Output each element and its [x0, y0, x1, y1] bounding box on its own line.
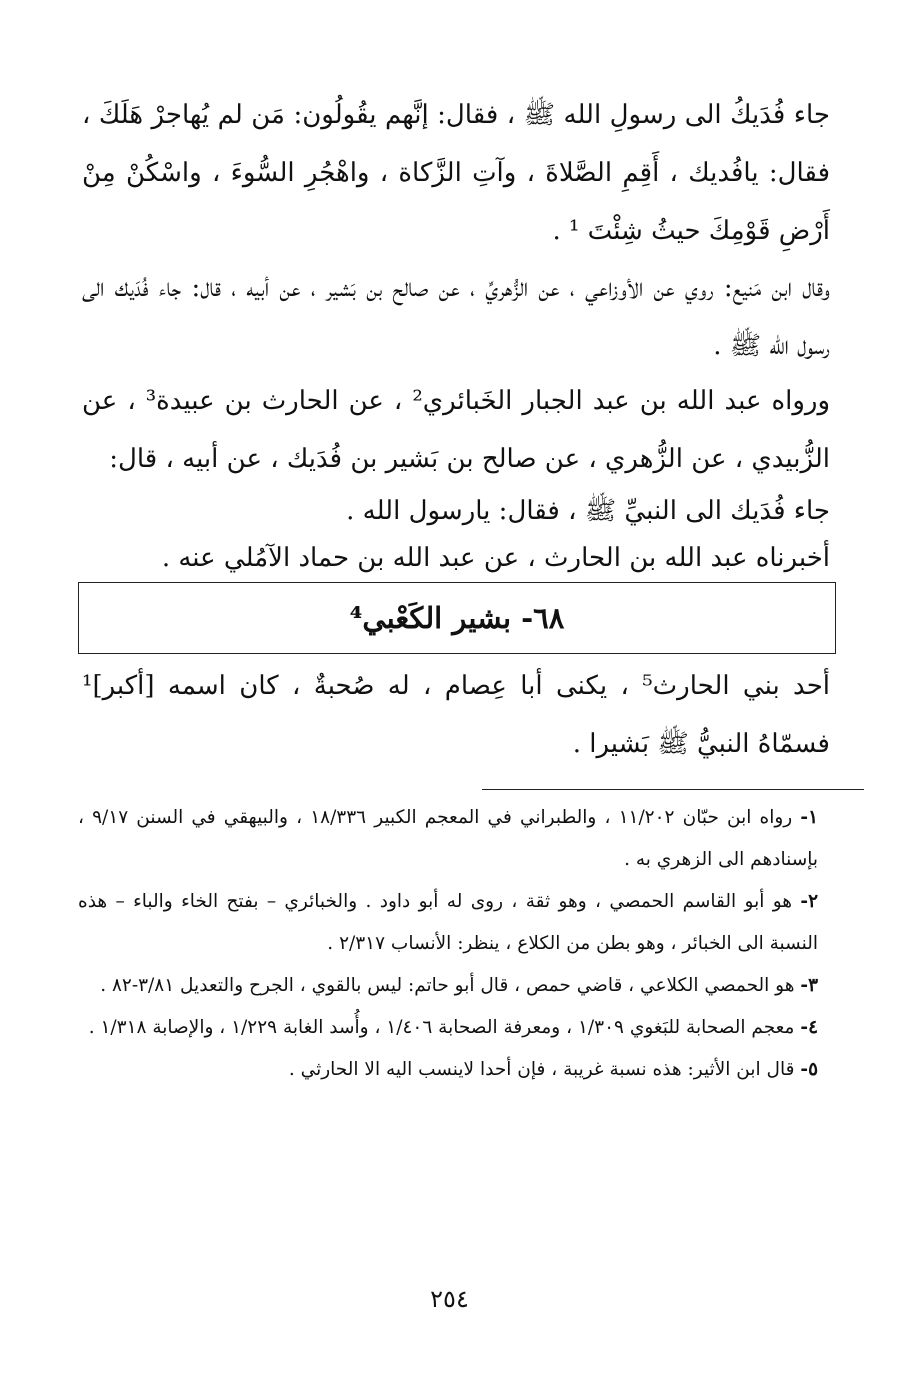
- page-number: ٢٥٤: [430, 1285, 469, 1313]
- footnote-5: [78, 1049, 818, 1091]
- paragraph-narration-chain: ورواه عبد الله بن عبد الجبار الخَبائري² ، عن الحارث بن عبيدة³ ، عن الزُّبيدي ، عن الزُّهري ، عن صالح بن بَشير بن فُدَيك ، عن أبيه ، قال:: [82, 386, 831, 474]
- footnote-number: ٤-: [800, 1017, 818, 1038]
- footnote-text: معجم الصحابة للبَغوي ١/٣٠٩ ، ومعرفة الصحابة ١/٤٠٦ ، وأُسد الغابة ١/٢٢٩ ، والإصابة ١/٣١٨ .: [88, 1017, 795, 1038]
- footnote-1: [78, 797, 818, 881]
- footnote-4: [78, 1007, 818, 1049]
- footnote-2: [78, 881, 818, 965]
- footnote-3: [78, 965, 818, 1007]
- entry-paragraph: أحد بني الحارث⁵ ، يكنى أبا عِصام ، له صُحبةٌ ، كان اسمه [أكبر]¹ فسمّاهُ النبيُّ ﷺ بَشيرا .: [82, 671, 830, 759]
- entry-title: ٦٨- بشير الكَعْبي⁴: [349, 601, 565, 635]
- footnote-number: ٥-: [800, 1059, 818, 1080]
- footnote-separator: [482, 789, 864, 790]
- paragraph-hadith-text: جاء فُدَيك الى النبيِّ ﷺ ، فقال: يارسول الله .: [346, 496, 830, 526]
- entry-title-box: [78, 582, 836, 654]
- paragraph-akhbarana: أخبرناه عبد الله بن الحارث ، عن عبد الله بن حماد الآمُلي عنه .: [161, 543, 830, 573]
- footnote-number: ١-: [800, 807, 818, 828]
- footnote-text: هو الحمصي الكلاعي ، قاضي حمص ، قال أبو حاتم: ليس بالقوي ، الجرح والتعديل ٣/٨١-٨٢ .: [100, 975, 795, 996]
- footnote-text: هو أبو القاسم الحمصي ، وهو ثقة ، روى له أبو داود . والخبائري – بفتح الخاء والباء – هذه النسبة الى الخبائر ، وهو بطن من الكلاع ، ينظر: الأنساب ٢/٣١٧ .: [78, 891, 818, 954]
- footnote-text: رواه ابن حبّان ١١/٢٠٢ ، والطبراني في المعجم الكبير ١٨/٣٣٦ ، والبيهقي في السنن ٩/١٧ ، بإسنادهم الى الزهري به .: [78, 807, 818, 870]
- paragraph-ibn-mani: وقال ابن مَنيع: روي عن الأوزاعي ، عن الزُّهريِّ ، عن صالح بن بَشير ، عن أبيه ، قال: جاء فُدَيك الى رسول الله ﷺ .: [82, 273, 830, 361]
- footnote-number: ٢-: [800, 891, 818, 912]
- footnote-number: ٣-: [800, 975, 818, 996]
- paragraph-fudayk-hadith: جاء فُدَيكُ الى رسولِ الله ﷺ ، فقال: إنَّهم يقُولُون: مَن لم يُهاجرْ هَلَكَ ، فقال: يافُديك ، أَقِمِ الصَّلاةَ ، وآتِ الزَّكاة ، واهْجُرِ السُّوءَ ، واسْكُنْ مِنْ أَرْضِ قَوْمِكَ حيثُ شِئْتَ ¹ .: [82, 100, 830, 246]
- footnotes: [78, 797, 818, 1091]
- footnote-text: قال ابن الأثير: هذه نسبة غريبة ، فإن أحدا لاينسب اليه الا الحارثي .: [288, 1059, 795, 1080]
